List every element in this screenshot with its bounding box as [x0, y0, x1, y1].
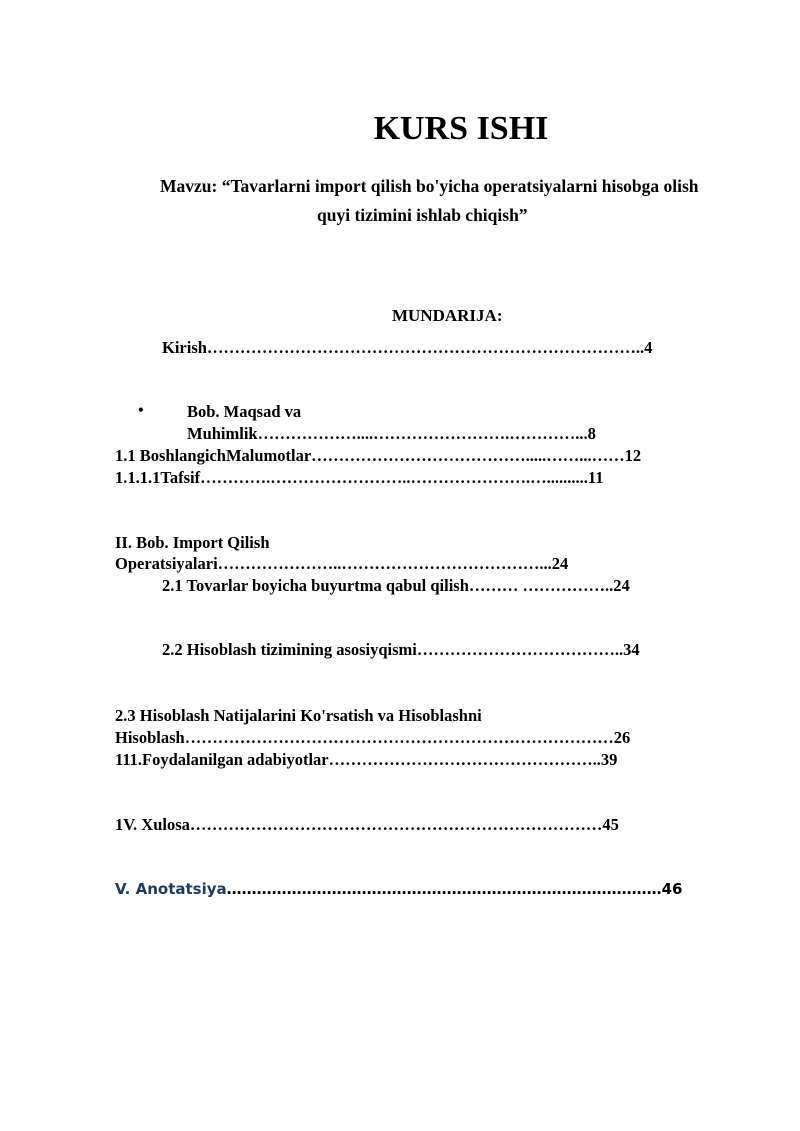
toc-entry-xulosa: 1V. Xulosa…………………………………………………………………45: [115, 815, 619, 834]
toc-entry-2-3-line2: Hisoblash……………………………………………………………………26: [115, 728, 631, 747]
toc-entry-1-1: 1.1 BoshlangichMalumotlar………………………………….....……...……12: [115, 446, 642, 465]
toc-entry-bob2-line2: Operatsiyalari…………………..………………………………...24: [115, 554, 569, 573]
toc-entry-bob2-line1: II. Bob. Import Qilish: [115, 533, 270, 552]
contents-heading: MUNDARIJA:: [392, 306, 503, 325]
subject-line-2: quyi tizimini ishlab chiqish”: [317, 205, 528, 225]
toc-entry-anotatsiya: [115, 880, 683, 898]
bullet-icon: •: [138, 402, 144, 419]
toc-entry-kirish: Kirish……………………………………………………………………..4: [162, 338, 653, 357]
toc-entry-1-1-1-1: 1.1.1.1Tafsif………….……………………..………………….…..........11: [115, 468, 604, 487]
toc-entry-2-3-line1: 2.3 Hisoblash Natijalarini Ko'rsatish va Hisoblashni: [115, 706, 482, 725]
toc-entry-adabiyotlar: 111.Foydalanilgan adabiyotlar…………………………………………..39: [115, 750, 618, 769]
subject-line-1: Mavzu: “Tavarlarni import qilish bo'yicha operatsiyalarni hisobga olish: [160, 176, 699, 196]
anotatsiya-dots: ……………………………………………………………………………: [226, 880, 662, 898]
toc-entry-2-2: 2.2 Hisoblash tizimining asosiyqismi………………………………..34: [162, 640, 640, 659]
toc-entry-2-1: 2.1 Tovarlar boyicha buyurtma qabul qilish……… ……………..24: [162, 576, 630, 595]
toc-entry-bob1-line1: Bob. Maqsad va: [187, 402, 302, 421]
anotatsiya-page: 46: [661, 880, 683, 898]
anotatsiya-label: V. Anotatsiya: [115, 880, 227, 898]
toc-entry-bob1-line2: Muhimlik………………....…………………….…………...8: [187, 424, 596, 443]
document-title: KURS ISHI: [373, 110, 549, 147]
